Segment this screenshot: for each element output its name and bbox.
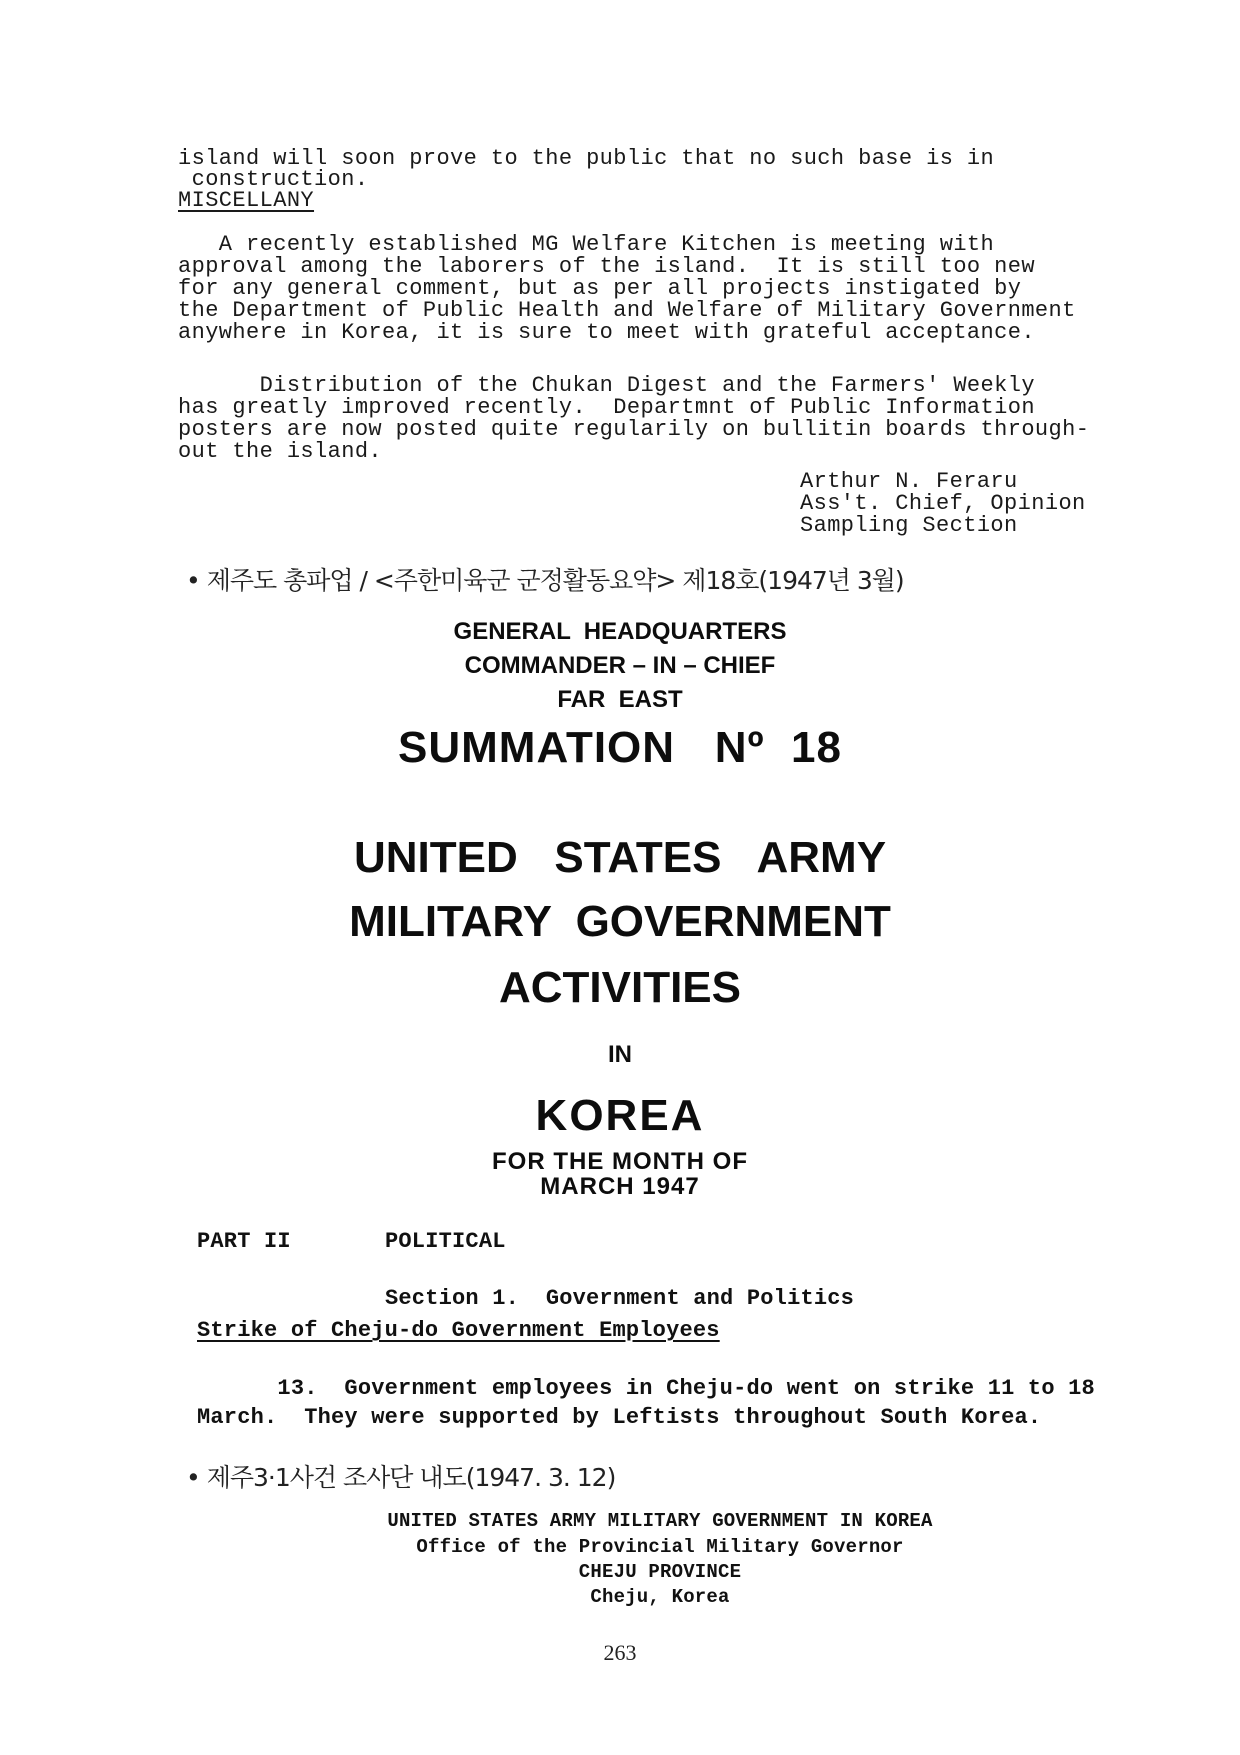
activities-line: ACTIVITIES	[498, 963, 742, 1012]
paragraph1-line-1: A recently established MG Welfare Kitchen is meeting with	[178, 232, 995, 257]
month-line-2: MARCH 1947	[540, 1173, 700, 1200]
signature-title-2: Sampling Section	[800, 513, 1018, 538]
continuation-line-1: island will soon prove to the public that no such base is in	[178, 146, 995, 171]
letterhead-line-1: UNITED STATES ARMY MILITARY GOVERNMENT IN KOREA	[387, 1510, 933, 1532]
signature-name: Arthur N. Feraru	[800, 469, 1018, 494]
miscellany-heading: MISCELLANY	[178, 188, 315, 213]
in-line: IN	[608, 1041, 632, 1068]
page-number: 263	[603, 1640, 637, 1665]
paragraph1-line-3: for any general comment, but as per all projects instigated by	[178, 276, 1022, 301]
letterhead-line-2: Office of the Provincial Military Governor	[416, 1536, 904, 1558]
paragraph2-line-3: posters are now posted quite regularily on bullitin boards through-	[178, 417, 1090, 442]
signature-title-1: Ass't. Chief, Opinion	[800, 491, 1086, 516]
part-name: POLITICAL	[385, 1229, 506, 1254]
paragraph2-line-2: has greatly improved recently. Departmnt of Public Information	[178, 395, 1035, 420]
summation-title: SUMMATION Nº 18	[398, 723, 842, 772]
letterhead-line-3: CHEJU PROVINCE	[578, 1561, 742, 1583]
section-heading: Section 1. Government and Politics	[385, 1286, 855, 1311]
continuation-line-2: construction.	[178, 167, 369, 192]
gen-hq-line: GENERAL HEADQUARTERS	[453, 618, 787, 645]
paragraph1-line-4: the Department of Public Health and Welfare of Military Government	[178, 298, 1076, 323]
military-govt-line: MILITARY GOVERNMENT	[349, 897, 891, 946]
strike-subheading: Strike of Cheju-do Government Employees	[197, 1318, 720, 1343]
strike-para-line-1: 13. Government employees in Cheju-do went on strike 11 to 18	[197, 1376, 1095, 1401]
strike-para-line-2: March. They were supported by Leftists throughout South Korea.	[197, 1405, 1042, 1430]
paragraph1-line-5: anywhere in Korea, it is sure to meet with grateful acceptance.	[178, 320, 1035, 345]
letterhead-line-4: Cheju, Korea	[590, 1586, 730, 1608]
paragraph2-line-1: Distribution of the Chukan Digest and the Farmers' Weekly	[178, 373, 1035, 398]
part-label: PART II	[197, 1229, 291, 1254]
paragraph2-line-4: out the island.	[178, 439, 383, 464]
korea-line: KOREA	[535, 1091, 705, 1140]
far-east-line: FAR EAST	[557, 686, 683, 713]
commander-line: COMMANDER – IN – CHIEF	[464, 652, 776, 679]
korean-caption-1: • 제주도 총파업 / <주한미육군 군정활동요약> 제18호(1947년 3월)	[186, 566, 904, 595]
usa-line: UNITED STATES ARMY	[353, 833, 887, 882]
korean-caption-2: • 제주3·1사건 조사단 내도(1947. 3. 12)	[186, 1463, 616, 1492]
month-line-1: FOR THE MONTH OF	[492, 1148, 748, 1175]
paragraph1-line-2: approval among the laborers of the island. It is still too new	[178, 254, 1035, 279]
